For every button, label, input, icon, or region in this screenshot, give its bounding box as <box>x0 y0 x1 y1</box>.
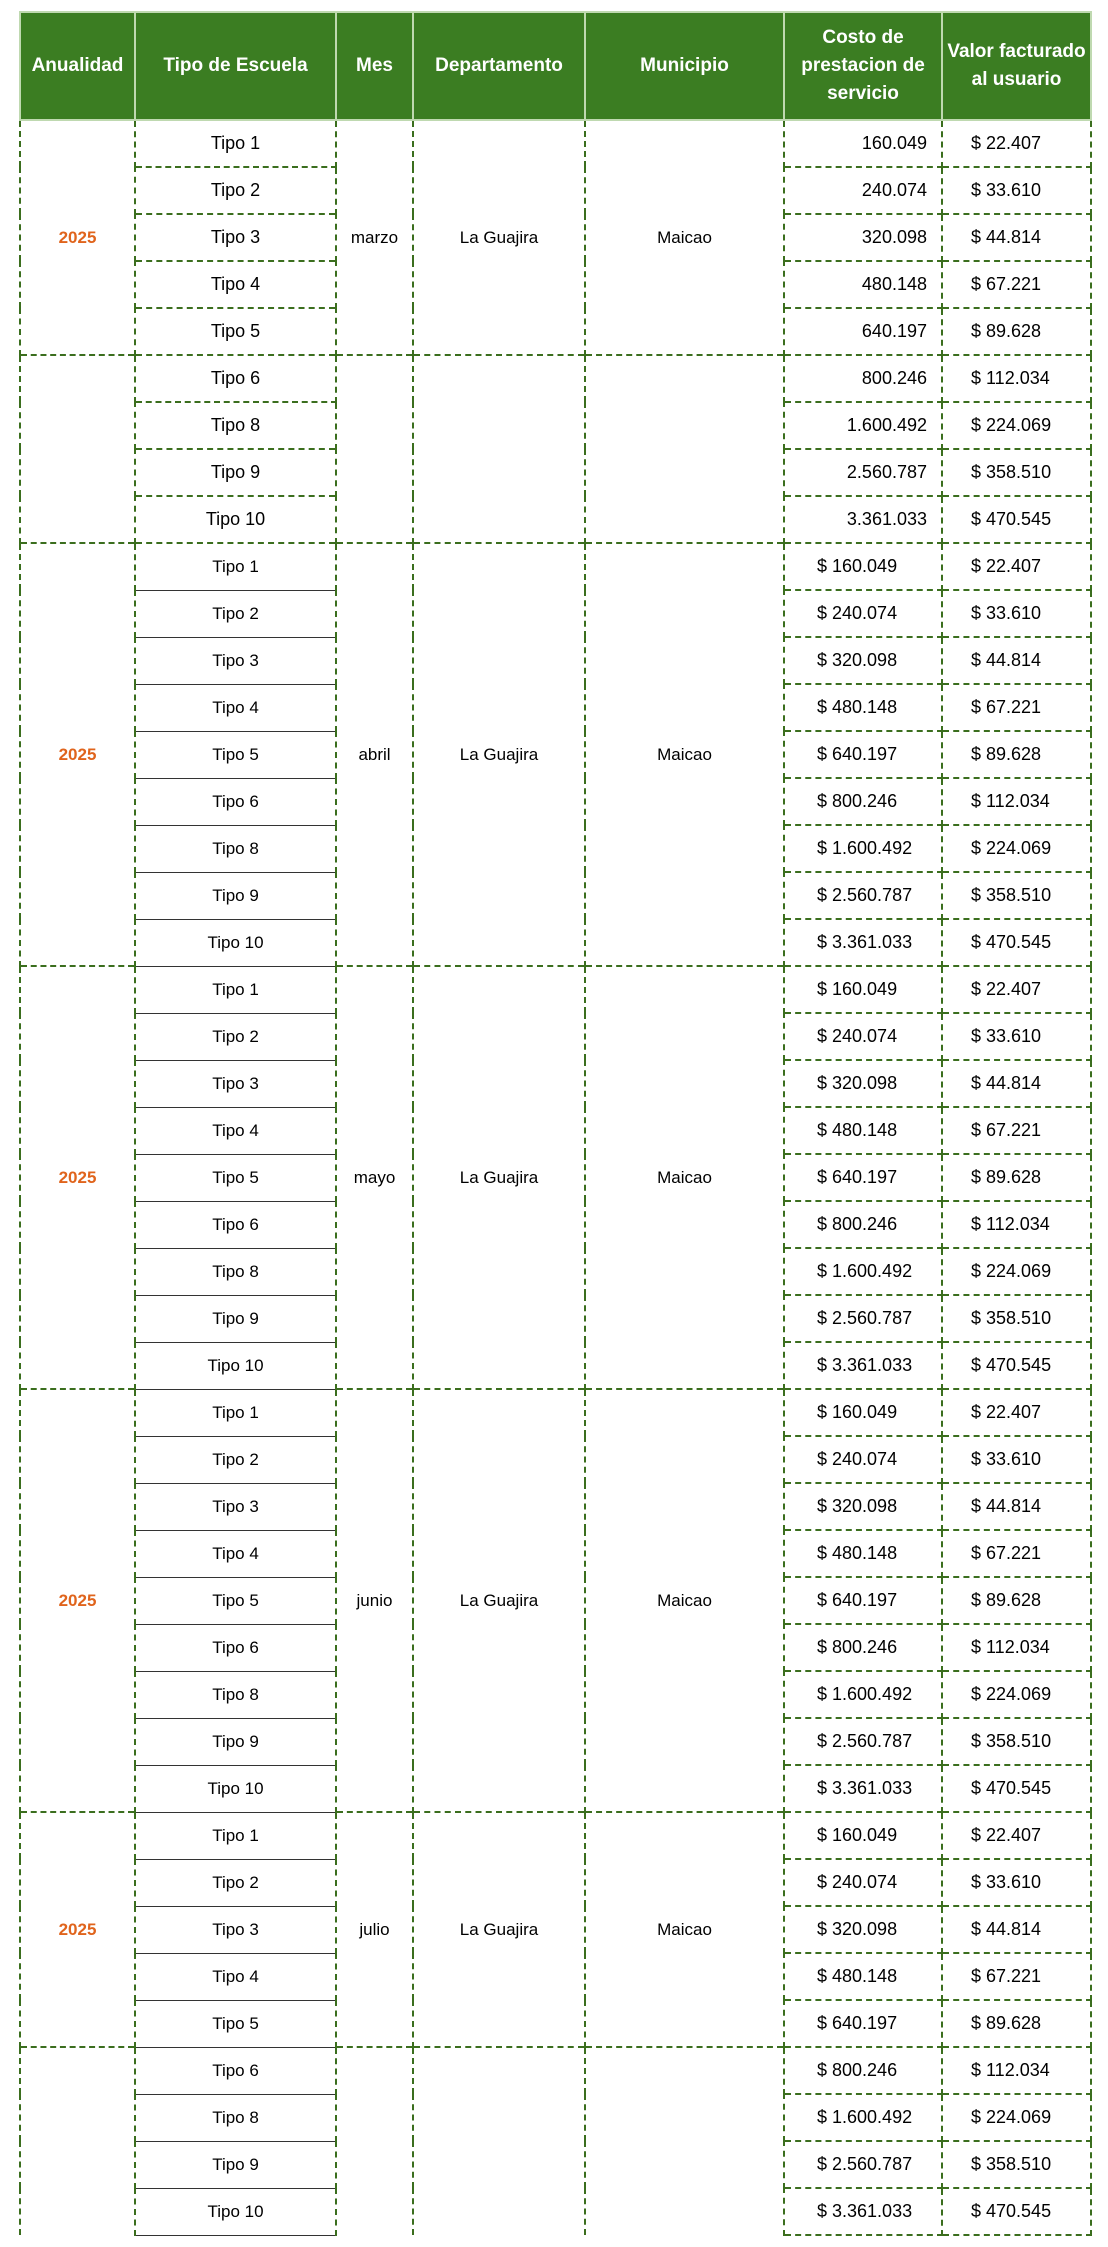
costo-cell: $ 800.246 <box>784 1624 942 1671</box>
costo-cell: $ 480.148 <box>784 1953 942 2000</box>
costo-cell: $ 2.560.787 <box>784 2141 942 2188</box>
tipo-escuela-cell: Tipo 4 <box>135 684 336 731</box>
valor-cell: $ 22.407 <box>942 966 1091 1013</box>
tipo-escuela-cell: Tipo 4 <box>135 1107 336 1154</box>
valor-cell: $ 89.628 <box>942 1577 1091 1624</box>
costo-cell: 160.049 <box>784 120 942 167</box>
valor-cell: $ 112.034 <box>942 1201 1091 1248</box>
tipo-escuela-cell: Tipo 3 <box>135 1483 336 1530</box>
tipo-escuela-cell: Tipo 3 <box>135 637 336 684</box>
tipo-escuela-cell: Tipo 9 <box>135 872 336 919</box>
table-row <box>20 543 1091 590</box>
costo-cell: $ 320.098 <box>784 1060 942 1107</box>
costo-cell: $ 2.560.787 <box>784 1295 942 1342</box>
valor-cell: $ 224.069 <box>942 402 1091 449</box>
costo-cell: $ 2.560.787 <box>784 872 942 919</box>
tipo-escuela-cell: Tipo 10 <box>135 496 336 543</box>
tipo-escuela-cell: Tipo 8 <box>135 825 336 872</box>
table-row <box>20 1812 1091 1859</box>
valor-cell: $ 33.610 <box>942 1436 1091 1483</box>
tipo-escuela-cell: Tipo 1 <box>135 543 336 590</box>
anualidad-cell <box>20 2047 135 2235</box>
costo-cell: $ 640.197 <box>784 1577 942 1624</box>
table-header-row <box>20 12 1091 120</box>
valor-cell: $ 112.034 <box>942 778 1091 825</box>
mes-cell: marzo <box>336 120 413 355</box>
tipo-escuela-cell: Tipo 6 <box>135 778 336 825</box>
table-row <box>20 2047 1091 2094</box>
municipio-cell: Maicao <box>585 543 784 966</box>
valor-cell: $ 44.814 <box>942 637 1091 684</box>
costo-cell: $ 3.361.033 <box>784 2188 942 2235</box>
valor-cell: $ 44.814 <box>942 1483 1091 1530</box>
valor-cell: $ 89.628 <box>942 731 1091 778</box>
costo-cell: $ 2.560.787 <box>784 1718 942 1765</box>
costo-cell: 2.560.787 <box>784 449 942 496</box>
tipo-escuela-cell: Tipo 6 <box>135 355 336 402</box>
valor-cell: $ 224.069 <box>942 825 1091 872</box>
valor-cell: $ 358.510 <box>942 2141 1091 2188</box>
tipo-escuela-cell: Tipo 8 <box>135 1248 336 1295</box>
valor-cell: $ 112.034 <box>942 2047 1091 2094</box>
table-row <box>20 355 1091 402</box>
tipo-escuela-cell: Tipo 1 <box>135 120 336 167</box>
costo-cell: $ 320.098 <box>784 1483 942 1530</box>
valor-cell: $ 358.510 <box>942 872 1091 919</box>
valor-cell: $ 89.628 <box>942 2000 1091 2047</box>
mes-cell <box>336 355 413 543</box>
header-costo: Costo de prestacion de servicio <box>784 12 942 120</box>
valor-cell: $ 67.221 <box>942 1953 1091 2000</box>
valor-cell: $ 224.069 <box>942 1671 1091 1718</box>
tipo-escuela-cell: Tipo 2 <box>135 590 336 637</box>
costo-cell: 640.197 <box>784 308 942 355</box>
valor-cell: $ 33.610 <box>942 1859 1091 1906</box>
costo-cell: $ 640.197 <box>784 2000 942 2047</box>
tipo-escuela-cell: Tipo 9 <box>135 449 336 496</box>
valor-cell: $ 89.628 <box>942 308 1091 355</box>
departamento-cell: La Guajira <box>413 966 585 1389</box>
valor-cell: $ 224.069 <box>942 2094 1091 2141</box>
valor-cell: $ 44.814 <box>942 214 1091 261</box>
valor-cell: $ 33.610 <box>942 590 1091 637</box>
tipo-escuela-cell: Tipo 10 <box>135 1342 336 1389</box>
municipio-cell <box>585 2047 784 2235</box>
departamento-cell: La Guajira <box>413 1812 585 2047</box>
tipo-escuela-cell: Tipo 6 <box>135 1201 336 1248</box>
costo-cell: $ 1.600.492 <box>784 1248 942 1295</box>
valor-cell: $ 112.034 <box>942 355 1091 402</box>
costo-cell: $ 3.361.033 <box>784 1765 942 1812</box>
costo-cell: $ 240.074 <box>784 1436 942 1483</box>
valor-cell: $ 22.407 <box>942 1812 1091 1859</box>
tipo-escuela-cell: Tipo 3 <box>135 1906 336 1953</box>
anualidad-cell <box>20 355 135 543</box>
anualidad-cell: 2025 <box>20 966 135 1389</box>
costo-cell: $ 320.098 <box>784 637 942 684</box>
valor-cell: $ 22.407 <box>942 543 1091 590</box>
costo-cell: $ 160.049 <box>784 1812 942 1859</box>
departamento-cell: La Guajira <box>413 120 585 355</box>
costo-cell: $ 1.600.492 <box>784 825 942 872</box>
table-row <box>20 966 1091 1013</box>
tipo-escuela-cell: Tipo 9 <box>135 2141 336 2188</box>
costo-cell: $ 160.049 <box>784 543 942 590</box>
departamento-cell <box>413 355 585 543</box>
tipo-escuela-cell: Tipo 4 <box>135 1530 336 1577</box>
valor-cell: $ 358.510 <box>942 449 1091 496</box>
valor-cell: $ 89.628 <box>942 1154 1091 1201</box>
header-valor: Valor facturado al usuario <box>942 12 1091 120</box>
tipo-escuela-cell: Tipo 2 <box>135 1013 336 1060</box>
municipio-cell: Maicao <box>585 120 784 355</box>
table-row <box>20 1389 1091 1436</box>
departamento-cell: La Guajira <box>413 1389 585 1812</box>
anualidad-cell: 2025 <box>20 1389 135 1812</box>
municipio-cell <box>585 355 784 543</box>
costo-cell: $ 240.074 <box>784 1013 942 1060</box>
tipo-escuela-cell: Tipo 5 <box>135 308 336 355</box>
valor-cell: $ 33.610 <box>942 1013 1091 1060</box>
valor-cell: $ 470.545 <box>942 1342 1091 1389</box>
tipo-escuela-cell: Tipo 3 <box>135 214 336 261</box>
mes-cell: junio <box>336 1389 413 1812</box>
tipo-escuela-cell: Tipo 5 <box>135 1154 336 1201</box>
tipo-escuela-cell: Tipo 9 <box>135 1718 336 1765</box>
costo-cell: $ 3.361.033 <box>784 1342 942 1389</box>
costo-cell: $ 320.098 <box>784 1906 942 1953</box>
tipo-escuela-cell: Tipo 9 <box>135 1295 336 1342</box>
anualidad-cell: 2025 <box>20 1812 135 2047</box>
tipo-escuela-cell: Tipo 2 <box>135 1859 336 1906</box>
tipo-escuela-cell: Tipo 4 <box>135 261 336 308</box>
valor-cell: $ 67.221 <box>942 261 1091 308</box>
tipo-escuela-cell: Tipo 3 <box>135 1060 336 1107</box>
costo-cell: $ 240.074 <box>784 1859 942 1906</box>
tipo-escuela-cell: Tipo 1 <box>135 966 336 1013</box>
tipo-escuela-cell: Tipo 2 <box>135 167 336 214</box>
tipo-escuela-cell: Tipo 6 <box>135 2047 336 2094</box>
mes-cell <box>336 2047 413 2235</box>
tariff-table <box>19 11 1092 2236</box>
valor-cell: $ 33.610 <box>942 167 1091 214</box>
mes-cell: julio <box>336 1812 413 2047</box>
valor-cell: $ 112.034 <box>942 1624 1091 1671</box>
header-mes: Mes <box>336 12 413 120</box>
header-tipo-escuela: Tipo de Escuela <box>135 12 336 120</box>
tipo-escuela-cell: Tipo 1 <box>135 1812 336 1859</box>
municipio-cell: Maicao <box>585 1812 784 2047</box>
costo-cell: 320.098 <box>784 214 942 261</box>
mes-cell: mayo <box>336 966 413 1389</box>
valor-cell: $ 470.545 <box>942 2188 1091 2235</box>
table-row <box>20 120 1091 167</box>
valor-cell: $ 44.814 <box>942 1060 1091 1107</box>
costo-cell: $ 800.246 <box>784 2047 942 2094</box>
valor-cell: $ 22.407 <box>942 120 1091 167</box>
anualidad-cell: 2025 <box>20 543 135 966</box>
valor-cell: $ 44.814 <box>942 1906 1091 1953</box>
costo-cell: 240.074 <box>784 167 942 214</box>
costo-cell: 3.361.033 <box>784 496 942 543</box>
valor-cell: $ 470.545 <box>942 1765 1091 1812</box>
costo-cell: $ 800.246 <box>784 778 942 825</box>
valor-cell: $ 470.545 <box>942 919 1091 966</box>
costo-cell: 1.600.492 <box>784 402 942 449</box>
anualidad-cell: 2025 <box>20 120 135 355</box>
tipo-escuela-cell: Tipo 8 <box>135 402 336 449</box>
tipo-escuela-cell: Tipo 5 <box>135 731 336 778</box>
header-anualidad: Anualidad <box>20 12 135 120</box>
valor-cell: $ 358.510 <box>942 1295 1091 1342</box>
valor-cell: $ 67.221 <box>942 684 1091 731</box>
costo-cell: $ 480.148 <box>784 684 942 731</box>
tipo-escuela-cell: Tipo 4 <box>135 1953 336 2000</box>
costo-cell: $ 480.148 <box>784 1530 942 1577</box>
valor-cell: $ 67.221 <box>942 1107 1091 1154</box>
costo-cell: $ 3.361.033 <box>784 919 942 966</box>
valor-cell: $ 358.510 <box>942 1718 1091 1765</box>
costo-cell: 480.148 <box>784 261 942 308</box>
municipio-cell: Maicao <box>585 966 784 1389</box>
tipo-escuela-cell: Tipo 8 <box>135 1671 336 1718</box>
costo-cell: $ 160.049 <box>784 1389 942 1436</box>
mes-cell: abril <box>336 543 413 966</box>
tipo-escuela-cell: Tipo 8 <box>135 2094 336 2141</box>
header-departamento: Departamento <box>413 12 585 120</box>
costo-cell: $ 800.246 <box>784 1201 942 1248</box>
costo-cell: $ 160.049 <box>784 966 942 1013</box>
tipo-escuela-cell: Tipo 1 <box>135 1389 336 1436</box>
departamento-cell: La Guajira <box>413 543 585 966</box>
costo-cell: $ 640.197 <box>784 731 942 778</box>
costo-cell: $ 640.197 <box>784 1154 942 1201</box>
departamento-cell <box>413 2047 585 2235</box>
tipo-escuela-cell: Tipo 10 <box>135 2188 336 2235</box>
municipio-cell: Maicao <box>585 1389 784 1812</box>
valor-cell: $ 224.069 <box>942 1248 1091 1295</box>
tipo-escuela-cell: Tipo 10 <box>135 1765 336 1812</box>
costo-cell: $ 240.074 <box>784 590 942 637</box>
tipo-escuela-cell: Tipo 10 <box>135 919 336 966</box>
valor-cell: $ 22.407 <box>942 1389 1091 1436</box>
tipo-escuela-cell: Tipo 5 <box>135 1577 336 1624</box>
valor-cell: $ 470.545 <box>942 496 1091 543</box>
costo-cell: $ 480.148 <box>784 1107 942 1154</box>
costo-cell: 800.246 <box>784 355 942 402</box>
tipo-escuela-cell: Tipo 6 <box>135 1624 336 1671</box>
header-municipio: Municipio <box>585 12 784 120</box>
table-body <box>20 120 1091 2235</box>
valor-cell: $ 67.221 <box>942 1530 1091 1577</box>
costo-cell: $ 1.600.492 <box>784 1671 942 1718</box>
costo-cell: $ 1.600.492 <box>784 2094 942 2141</box>
tipo-escuela-cell: Tipo 2 <box>135 1436 336 1483</box>
tipo-escuela-cell: Tipo 5 <box>135 2000 336 2047</box>
